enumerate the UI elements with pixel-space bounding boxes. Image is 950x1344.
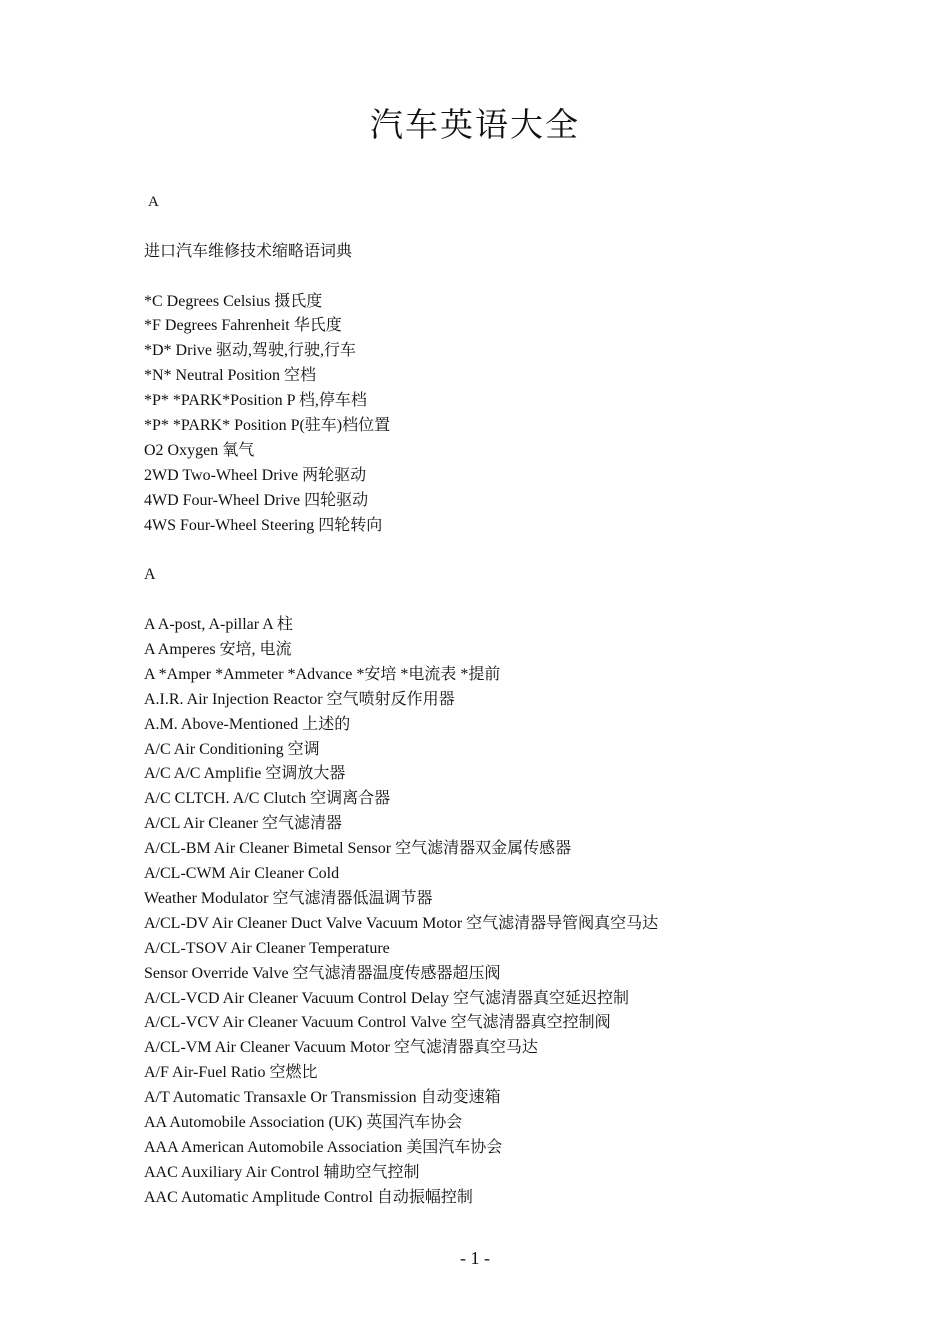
- glossary-entry: AAA American Automobile Association 美国汽车协会: [144, 1138, 503, 1156]
- glossary-entry: O2 Oxygen 氧气: [144, 441, 255, 459]
- glossary-entry: AA Automobile Association (UK) 英国汽车协会: [144, 1113, 463, 1131]
- glossary-entry: *C Degrees Celsius 摄氏度: [144, 292, 323, 310]
- blank-line: [144, 538, 904, 563]
- glossary-entry: AAC Automatic Amplitude Control 自动振幅控制: [144, 1188, 473, 1206]
- glossary-entry: A/C Air Conditioning 空调: [144, 740, 320, 758]
- glossary-entry: 4WS Four-Wheel Steering 四轮转向: [144, 516, 383, 534]
- glossary-entry: *P* *PARK*Position P 档,停车档: [144, 392, 367, 410]
- glossary-entry: Weather Modulator 空气滤清器低温调节器: [144, 889, 433, 907]
- glossary-entry: A/CL Air Cleaner 空气滤清器: [144, 815, 343, 833]
- glossary-entry: A A-post, A-pillar A 柱: [144, 616, 293, 634]
- glossary-entry: A/F Air-Fuel Ratio 空燃比: [144, 1064, 318, 1082]
- glossary-entry: A *Amper *Ammeter *Advance *安培 *电流表 *提前: [144, 665, 501, 683]
- glossary-entry: A/CL-VCV Air Cleaner Vacuum Control Valve 空气滤清器真空控制阀: [144, 1014, 611, 1032]
- glossary-entry: 2WD Two-Wheel Drive 两轮驱动: [144, 466, 367, 484]
- glossary-entry: A/CL-DV Air Cleaner Duct Valve Vacuum Motor 空气滤清器导管阀真空马达: [144, 914, 659, 932]
- blank-line: [144, 265, 904, 290]
- glossary-entry: AAC Auxiliary Air Control 辅助空气控制: [144, 1163, 420, 1181]
- glossary-entry: A/CL-VCD Air Cleaner Vacuum Control Delay 空气滤清器真空延迟控制: [144, 989, 629, 1007]
- glossary-entry: A/C A/C Amplifie 空调放大器: [144, 765, 346, 783]
- blank-line: [144, 588, 904, 613]
- glossary-entry: A/CL-TSOV Air Cleaner Temperature: [144, 939, 390, 957]
- glossary-entry: A/T Automatic Transaxle Or Transmission 自动变速箱: [144, 1089, 501, 1107]
- page-number: - 1 -: [460, 1248, 490, 1268]
- section-heading: 进口汽车维修技术缩略语词典: [144, 242, 353, 260]
- glossary-entry: *F Degrees Fahrenheit 华氏度: [144, 317, 342, 335]
- glossary-entry: *N* Neutral Position 空档: [144, 367, 316, 385]
- glossary-entry: A/C CLTCH. A/C Clutch 空调离合器: [144, 790, 391, 808]
- page-title: 汽车英语大全: [370, 105, 580, 144]
- blank-line: [144, 215, 904, 240]
- glossary-entry: A Amperes 安培, 电流: [144, 641, 292, 659]
- glossary-entry: A/CL-BM Air Cleaner Bimetal Sensor 空气滤清器双金属传感器: [144, 840, 572, 858]
- glossary-entry: *D* Drive 驱动,驾驶,行驶,行车: [144, 342, 356, 360]
- glossary-entry: A.I.R. Air Injection Reactor 空气喷射反作用器: [144, 690, 455, 708]
- glossary-entry: A.M. Above-Mentioned 上述的: [144, 715, 351, 733]
- section-letter: A: [148, 194, 159, 210]
- glossary-entry: 4WD Four-Wheel Drive 四轮驱动: [144, 491, 369, 509]
- glossary-body: [144, 190, 904, 1211]
- glossary-entry: A/CL-CWM Air Cleaner Cold: [144, 865, 340, 883]
- glossary-entry: Sensor Override Valve 空气滤清器温度传感器超压阀: [144, 964, 501, 982]
- section-letter: A: [144, 566, 156, 584]
- glossary-entry: *P* *PARK* Position P(驻车)档位置: [144, 417, 391, 435]
- glossary-entry: A/CL-VM Air Cleaner Vacuum Motor 空气滤清器真空马达: [144, 1039, 538, 1057]
